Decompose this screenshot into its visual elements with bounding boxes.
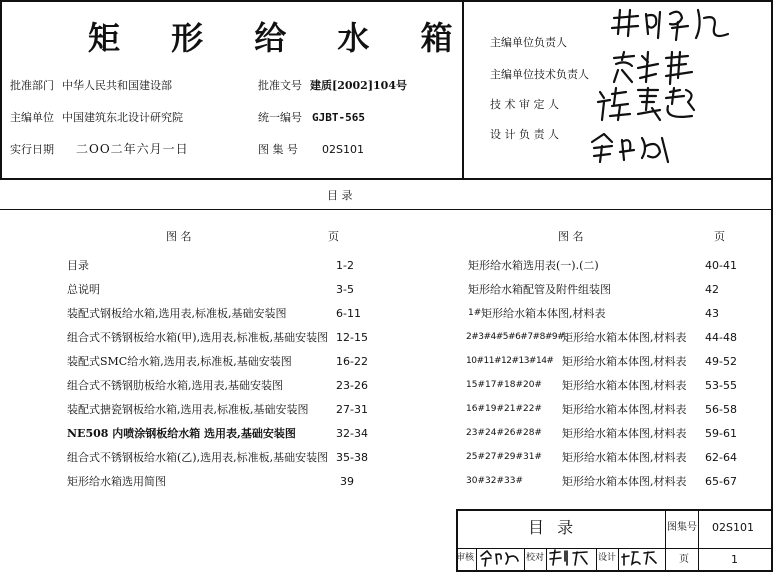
toc-right-title-7: 矩形给水箱本体图,材料表 [562,427,687,440]
toc-left-title-5: 组合式不锈钢肋板给水箱,选用表,基础安装图 [67,379,283,392]
title-block-value-divider [698,509,699,572]
toc-right-page-8: 62-64 [705,451,737,464]
approval-number-label: 批准文号 [258,79,302,92]
toc-heading: 目 录 [327,189,353,202]
toc-right-page-head: 页 [714,230,725,243]
toc-left-title-7: NE508 内喷涂钢板给水箱 选用表,基础安装图 [67,427,296,440]
title-block-top [456,509,773,511]
toc-right-num-7: 23#24#26#28# [466,428,542,438]
title-block-atlas-value: 02S101 [712,521,754,534]
toc-right-num-3: 2#3#4#5#6#7#8#9# [466,332,565,342]
toc-left-page-head: 页 [328,230,339,243]
toc-right-num-5: 15#17#18#20# [466,380,542,390]
title-block-check-label: 校对 [526,553,545,563]
toc-right-title-2: 矩形给水箱本体图,材料表 [481,307,606,320]
approval-number-value: 建质[2002]104号 [310,79,407,92]
approving-dept-label: 批准部门 [10,79,54,92]
signature-tech-reviewer [594,84,704,124]
toc-left-page-5: 23-26 [336,379,368,392]
toc-right-title-6: 矩形给水箱本体图,材料表 [562,403,687,416]
effective-date-value: 二OO二年六月一日 [76,142,189,156]
signature-design [620,548,660,568]
title-block-review-label: 审核 [456,553,475,563]
toc-left-title-0: 目录 [67,259,89,272]
toc-left-title-6: 装配式搪瓷钢板给水箱,选用表,标准板,基础安装图 [67,403,309,416]
toc-right-title-9: 矩形给水箱本体图,材料表 [562,475,687,488]
toc-right-page-3: 44-48 [705,331,737,344]
header-bottom-border [0,178,773,180]
title-block-sig-div-3 [546,548,547,572]
title-block-atlas-label: 图集号 [667,522,697,533]
toc-right-page-5: 53-55 [705,379,737,392]
signature-design-head [586,128,676,168]
toc-right-title-4: 矩形给水箱本体图,材料表 [562,355,687,368]
toc-right-title-8: 矩形给水箱本体图,材料表 [562,451,687,464]
toc-right-page-7: 59-61 [705,427,737,440]
title-block-design-label: 设计 [598,553,617,563]
toc-left-page-2: 6-11 [336,307,361,320]
toc-right-page-1: 42 [705,283,719,296]
tech-reviewer-label: 技 术 审 定 人 [490,98,559,111]
title-block-sig-div-2 [524,548,525,572]
toc-right-title-3: 矩形给水箱本体图,材料表 [562,331,687,344]
document-title: 矩 形 给 水 箱 [88,19,473,57]
title-block-page-value: 1 [731,553,738,566]
toc-left-col-head: 图 名 [166,230,192,243]
atlas-number-value: 02S101 [322,143,364,156]
toc-right-title-1: 矩形给水箱配管及附件组装图 [468,283,611,296]
title-block-atlas-divider [665,509,666,572]
toc-right-col-head: 图 名 [558,230,584,243]
toc-left-page-1: 3-5 [336,283,354,296]
toc-left-title-3: 组合式不锈钢板给水箱(甲),选用表,标准板,基础安装图 [67,331,329,344]
toc-left-page-7: 32-34 [336,427,368,440]
toc-left-title-2: 装配式钢板给水箱,选用表,标准板,基础安装图 [67,307,287,320]
frame-top [0,0,773,2]
toc-right-num-2: 1# [468,308,482,318]
toc-right-title-0: 矩形给水箱选用表(一).(二) [468,259,599,272]
toc-left-page-0: 1-2 [336,259,354,272]
toc-heading-rule [0,209,773,210]
toc-right-num-9: 30#32#33# [466,476,523,486]
toc-left-title-8: 组合式不锈钢板给水箱(乙),选用表,标准板,基础安装图 [67,451,329,464]
toc-right-num-6: 16#19#21#22# [466,404,542,414]
title-block-sig-div-1 [476,548,477,572]
toc-left-page-4: 16-22 [336,355,368,368]
toc-right-page-2: 43 [705,307,719,320]
unified-number-label: 统一编号 [258,111,302,124]
toc-right-num-8: 25#27#29#31# [466,452,542,462]
editor-unit-value: 中国建筑东北设计研究院 [62,111,183,124]
signature-tech-head [608,48,708,88]
toc-left-page-6: 27-31 [336,403,368,416]
chief-unit-head-label: 主编单位负责人 [490,36,567,49]
toc-right-page-0: 40-41 [705,259,737,272]
title-block-name: 目 录 [528,518,578,537]
toc-left-page-3: 12-15 [336,331,368,344]
unified-number-value: GJBT-565 [312,111,365,124]
toc-left-page-8: 35-38 [336,451,368,464]
signature-check [547,548,593,568]
title-block-page-label: 页 [679,554,689,565]
toc-right-num-4: 10#11#12#13#14# [466,356,554,366]
toc-right-page-4: 49-52 [705,355,737,368]
signature-review [478,548,522,568]
title-block-sig-div-4 [596,548,597,572]
toc-right-title-5: 矩形给水箱本体图,材料表 [562,379,687,392]
atlas-number-label: 图 集 号 [258,143,298,156]
editor-unit-label: 主编单位 [10,111,54,124]
chief-tech-head-label: 主编单位技术负责人 [490,68,589,81]
design-head-label: 设 计 负 责 人 [490,128,559,141]
title-block-sig-div-5 [618,548,619,572]
toc-left-title-4: 装配式SMC给水箱,选用表,标准板,基础安装图 [67,355,292,368]
frame-left [0,0,2,179]
approving-dept-value: 中华人民共和国建设部 [62,79,172,92]
toc-left-title-1: 总说明 [67,283,100,296]
toc-right-page-9: 65-67 [705,475,737,488]
toc-left-page-9: 39 [340,475,354,488]
toc-right-page-6: 56-58 [705,403,737,416]
signature-unit-head [608,4,738,48]
effective-date-label: 实行日期 [10,143,54,156]
toc-left-title-9: 矩形给水箱选用简图 [67,475,166,488]
